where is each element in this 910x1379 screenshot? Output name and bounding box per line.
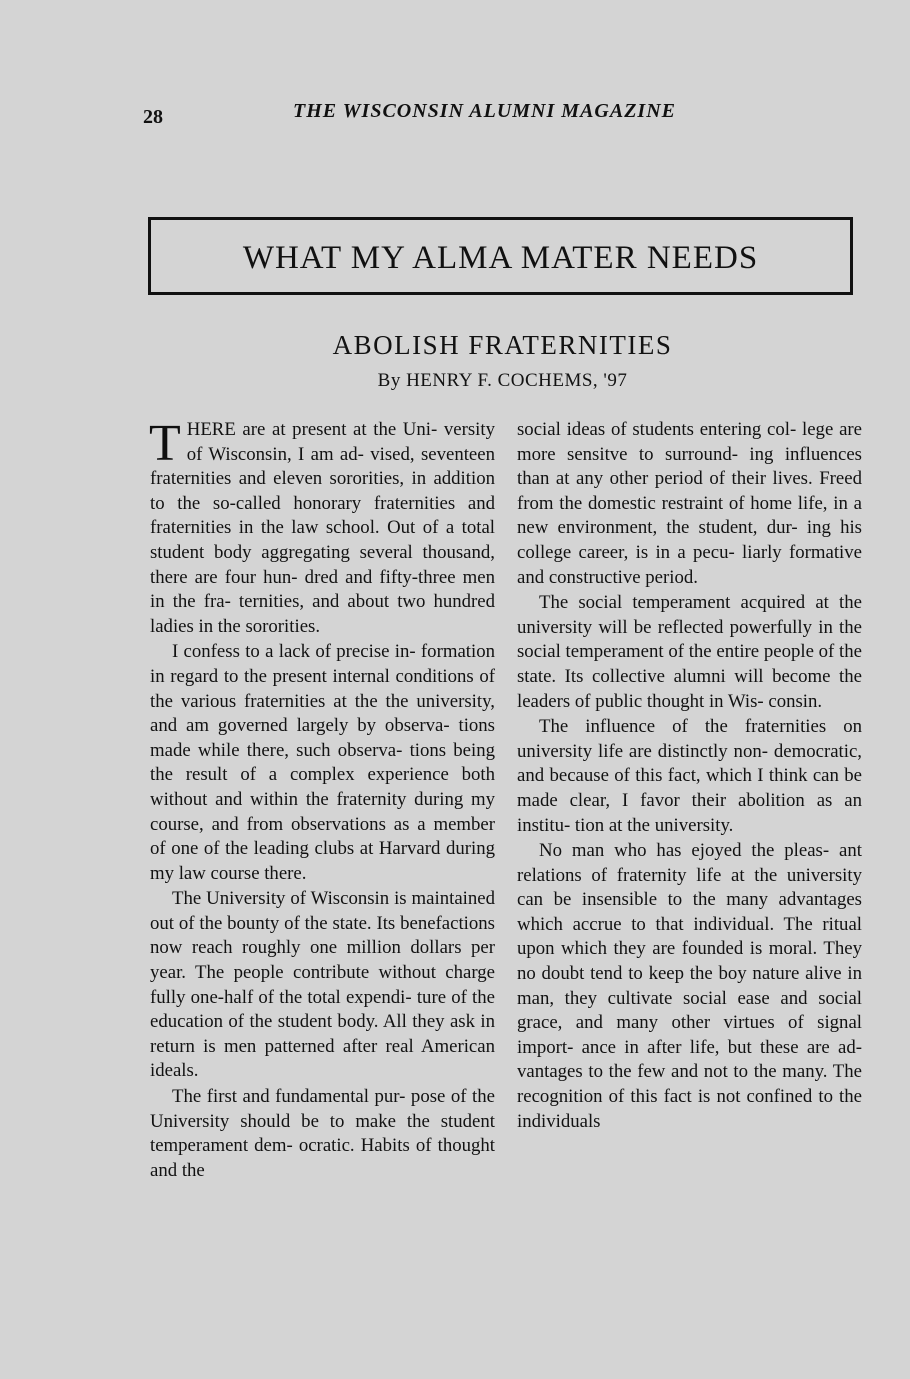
article-byline: By HENRY F. COCHEMS, '97 xyxy=(377,370,628,391)
magazine-title: THE WISCONSIN ALUMNI MAGAZINE xyxy=(293,100,676,122)
paragraph: I confess to a lack of precise in- formation in regard to the present internal conditions of the various fraternities at the the university, and am governed largely by observa- tions made while there, such observa- tions being the result of a complex experience both without and within the fraternity during my course, and from observations as a member of one of the leading clubs at Harvard during my law course there. xyxy=(150,641,495,884)
right-column xyxy=(517,418,862,1134)
article-title: ABOLISH FRATERNITIES xyxy=(332,330,673,360)
left-column xyxy=(149,415,495,1183)
paragraph: The social temperament acquired at the university will be reflected powerfully in the social temperament of the entire people of the state. Its collective alumni will become the leaders of public thought in Wis- consin. xyxy=(517,592,862,712)
paragraph: The influence of the fraternities on university life are distinctly non- democratic, and because of this fact, which I think can be made clear, I favor their abolition as an institu- tion at the university. xyxy=(517,716,862,836)
section-heading-box xyxy=(148,217,853,295)
drop-cap: T xyxy=(149,415,181,472)
paragraph: No man who has ejoyed the pleas- ant relations of fraternity life at the university can be insensible to the many advantages which accrue to that individual. The ritual upon which they are founded is moral. They no doubt tend to keep the boy nature alive in man, they cultivate social ease and social grace, and many other virtues of signal import- ance in after life, but these are ad- vantages to the few and not to the many. The recognition of this fact is not confined to the individuals xyxy=(517,840,862,1132)
paragraph: The University of Wisconsin is maintained out of the bounty of the state. Its benefactions now reach roughly one million dollars per year. The people contribute without charge fully one-half of the total expendi- ture of the education of the student body. All they ask in return is men patterned after real American ideals. xyxy=(150,888,495,1082)
paragraph: The first and fundamental pur- pose of the University should be to make the student temperament dem- ocratic. Habits of thought and the xyxy=(150,1086,495,1181)
paragraph-text: HERE are at present at the Uni- versity of Wisconsin, I am ad- vised, seventeen fraternities and eleven sororities, in addition to the so-called honorary fraternities and fraternities in the law school. Out of a total student body aggregating several thousand, there are four hun- dred and fifty-three men in the fra- ternities, and about two hundred ladies in the sororities. xyxy=(150,419,495,637)
paragraph: social ideas of students entering col- lege are more sensitve to surround- ing influences than at any other period of their lives. Freed from the domestic restraint of home life, in a new environment, the student, dur- ing his college career, is in a pecu- liarly formative and constructive period. xyxy=(517,419,862,588)
section-title: WHAT MY ALMA MATER NEEDS xyxy=(242,240,759,276)
paragraph xyxy=(149,415,495,639)
running-head xyxy=(143,100,713,128)
page-number: 28 xyxy=(143,106,163,128)
